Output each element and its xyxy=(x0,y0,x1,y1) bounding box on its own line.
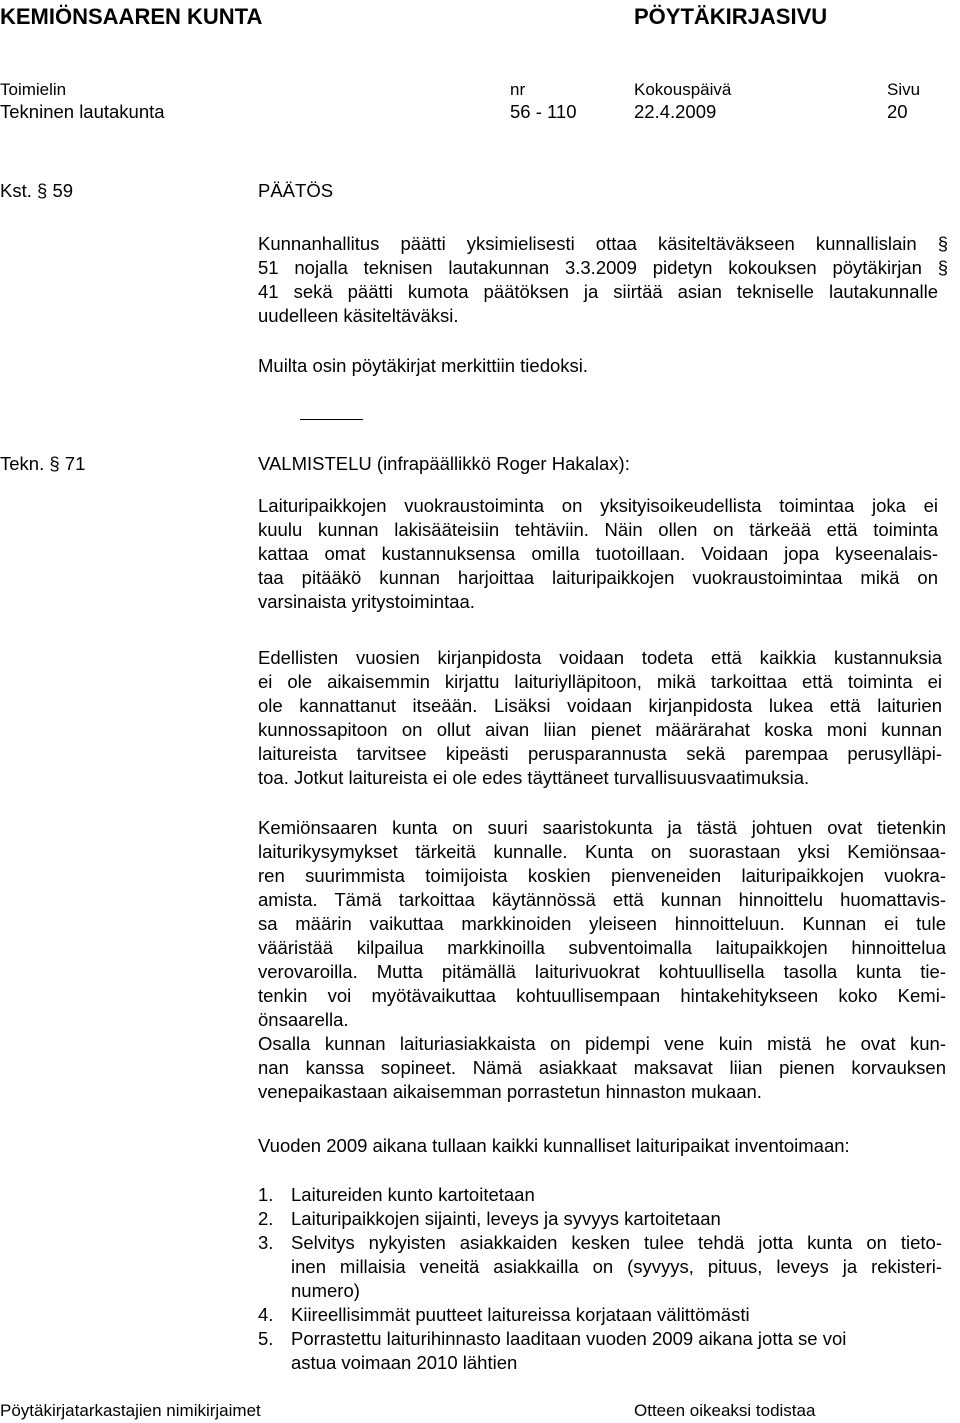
text-line: numero) xyxy=(291,1280,360,1301)
list-item-number: 1. xyxy=(258,1184,274,1205)
list-item-number: 3. xyxy=(258,1232,274,1253)
number-value: 56 - 110 xyxy=(510,101,577,122)
list-item-number: 5. xyxy=(258,1328,274,1349)
text-line: ole kannattanut itseään. Lisäksi voidaan kirjanpidosta lukea että laiturien xyxy=(258,695,942,716)
list-item-number: 4. xyxy=(258,1304,274,1325)
number-label: nr xyxy=(510,80,526,99)
section2-ref: Tekn. § 71 xyxy=(0,453,86,474)
text-line: vääristää kilpailua markkinoilla subventoimalla laitupaikkojen hinnoittelua xyxy=(258,937,946,958)
body-label: Toimielin xyxy=(0,80,67,99)
date-value: 22.4.2009 xyxy=(634,101,717,122)
text-line: kunnossapitoon on ollut aivan liian pienet määrärahat koska moni kunnan xyxy=(258,719,942,740)
section1-heading: PÄÄTÖS xyxy=(258,180,334,201)
section2-paragraph-2 xyxy=(258,646,942,790)
text-line: Laituripaikkojen sijainti, leveys ja syvyys kartoitetaan xyxy=(291,1208,721,1229)
text-line: amista. Tämä tarkoittaa käytännössä että kunnan hinnoittelu huomattavis- xyxy=(258,889,946,910)
document-type: PÖYTÄKIRJASIVU xyxy=(634,4,828,29)
separator-line xyxy=(300,419,363,420)
section2-paragraph-1 xyxy=(258,494,938,614)
text-line: Osalla kunnan laituriasiakkaista on pidempi vene kuin mistä he ovat kun- xyxy=(258,1033,946,1054)
list-item xyxy=(258,1327,942,1375)
text-line: venepaikastaan aikaisemman porrastetun hinnaston mukaan. xyxy=(258,1081,762,1102)
text-line: laitureista tarvitsee kipeästi perusparannusta sekä parempaa perusylläpi- xyxy=(258,743,942,764)
text-line: laiturikysymykset tärkeitä kunnalle. Kunta on suorastaan yksi Kemiönsaa- xyxy=(258,841,946,862)
text-line: kattaa omat kustannuksensa omilla tuotoillaan. Voidaan jopa kyseenalais- xyxy=(258,543,938,564)
text-line: astua voimaan 2010 lähtien xyxy=(291,1352,518,1373)
text-line: toa. Jotkut laitureista ei ole edes täyttäneet turvallisuusvaatimuksia. xyxy=(258,767,810,788)
text-line: 41 sekä päätti kumota päätöksen ja siirtää asian tekniselle lautakunnalle xyxy=(258,281,938,302)
inventory-list xyxy=(258,1183,942,1375)
date-label: Kokouspäivä xyxy=(634,80,732,99)
text-line: Kiireellisimmät puutteet laitureissa korjataan välittömästi xyxy=(291,1304,750,1325)
text-line: tenkin voi myötävaikuttaa kohtuullisempaan hintakehitykseen koko Kemi- xyxy=(258,985,946,1006)
section1-paragraph-2: Muilta osin pöytäkirjat merkittiin tiedoksi. xyxy=(258,355,589,376)
text-line: Kunnanhallitus päätti yksimielisesti ottaa käsiteltäväkseen kunnallislain § xyxy=(258,233,948,254)
text-line: önsaarella. xyxy=(258,1009,349,1030)
text-line: Porrastettu laiturihinnasto laaditaan vuoden 2009 aikana jotta se voi xyxy=(291,1328,847,1349)
text-line: ren suurimmista toimijoista koskien pienveneiden laituripaikkojen vuokra- xyxy=(258,865,946,886)
list-item xyxy=(258,1183,942,1207)
text-line: Laitureiden kunto kartoitetaan xyxy=(291,1184,535,1205)
section1-ref: Kst. § 59 xyxy=(0,180,74,201)
list-item xyxy=(258,1303,942,1327)
text-line: Edellisten vuosien kirjanpidosta voidaan todeta että kaikkia kustannuksia xyxy=(258,647,942,668)
list-item xyxy=(258,1231,942,1303)
section2-paragraph-3 xyxy=(258,816,946,1104)
text-line: varsinaista yritystoimintaa. xyxy=(258,591,475,612)
organization-name: KEMIÖNSAAREN KUNTA xyxy=(0,4,263,29)
text-line: Selvitys nykyisten asiakkaiden kesken tulee tehdä jotta kunta on tieto- xyxy=(291,1232,942,1253)
body-value: Tekninen lautakunta xyxy=(0,101,165,122)
list-item xyxy=(258,1207,942,1231)
section1-paragraph-1 xyxy=(258,232,948,328)
text-line: nan kanssa sopineet. Nämä asiakkaat maksavat liian pienen korvauksen xyxy=(258,1057,946,1078)
text-line: uudelleen käsiteltäväksi. xyxy=(258,305,459,326)
text-line: taa pitääkö kunnan harjoittaa laituripaikkojen vuokraustoimintaa mikä on xyxy=(258,567,938,588)
text-line: kuulu kunnan lakisääteisiin tehtäviin. Näin ollen on tärkeää että toiminta xyxy=(258,519,938,540)
text-line: Kemiönsaaren kunta on suuri saaristokunta ja tästä johtuen ovat tietenkin xyxy=(258,817,946,838)
page-value: 20 xyxy=(887,101,908,122)
text-line: sa määrin vaikuttaa markkinoiden yleiseen hinnoitteluun. Kunnan ei tule xyxy=(258,913,946,934)
section2-heading: VALMISTELU (infrapäällikkö Roger Hakalax): xyxy=(258,453,630,474)
text-line: Laituripaikkojen vuokraustoiminta on yksityisoikeudellista toimintaa joka ei xyxy=(258,495,938,516)
text-line: ei ole aikaisemmin kirjattu laituriylläpitoon, mikä tarkoittaa että toiminta ei xyxy=(258,671,942,692)
text-line: inen millaisia veneitä asiakkailla on (syvyys, pituus, leveys ja rekisteri- xyxy=(291,1256,942,1277)
footer-initials-label: Pöytäkirjatarkastajien nimikirjaimet xyxy=(0,1401,261,1420)
text-line: verovaroilla. Mutta pitämällä laiturivuokrat kohtuullisella tasolla kunta tie- xyxy=(258,961,946,982)
section2-paragraph-4: Vuoden 2009 aikana tullaan kaikki kunnalliset laituripaikat inventoimaan: xyxy=(258,1135,850,1156)
text-line: 51 nojalla teknisen lautakunnan 3.3.2009 pidetyn kokouksen pöytäkirjan § xyxy=(258,257,948,278)
footer-certification-label: Otteen oikeaksi todistaa xyxy=(634,1401,816,1420)
list-item-number: 2. xyxy=(258,1208,274,1229)
page-label: Sivu xyxy=(887,80,921,99)
